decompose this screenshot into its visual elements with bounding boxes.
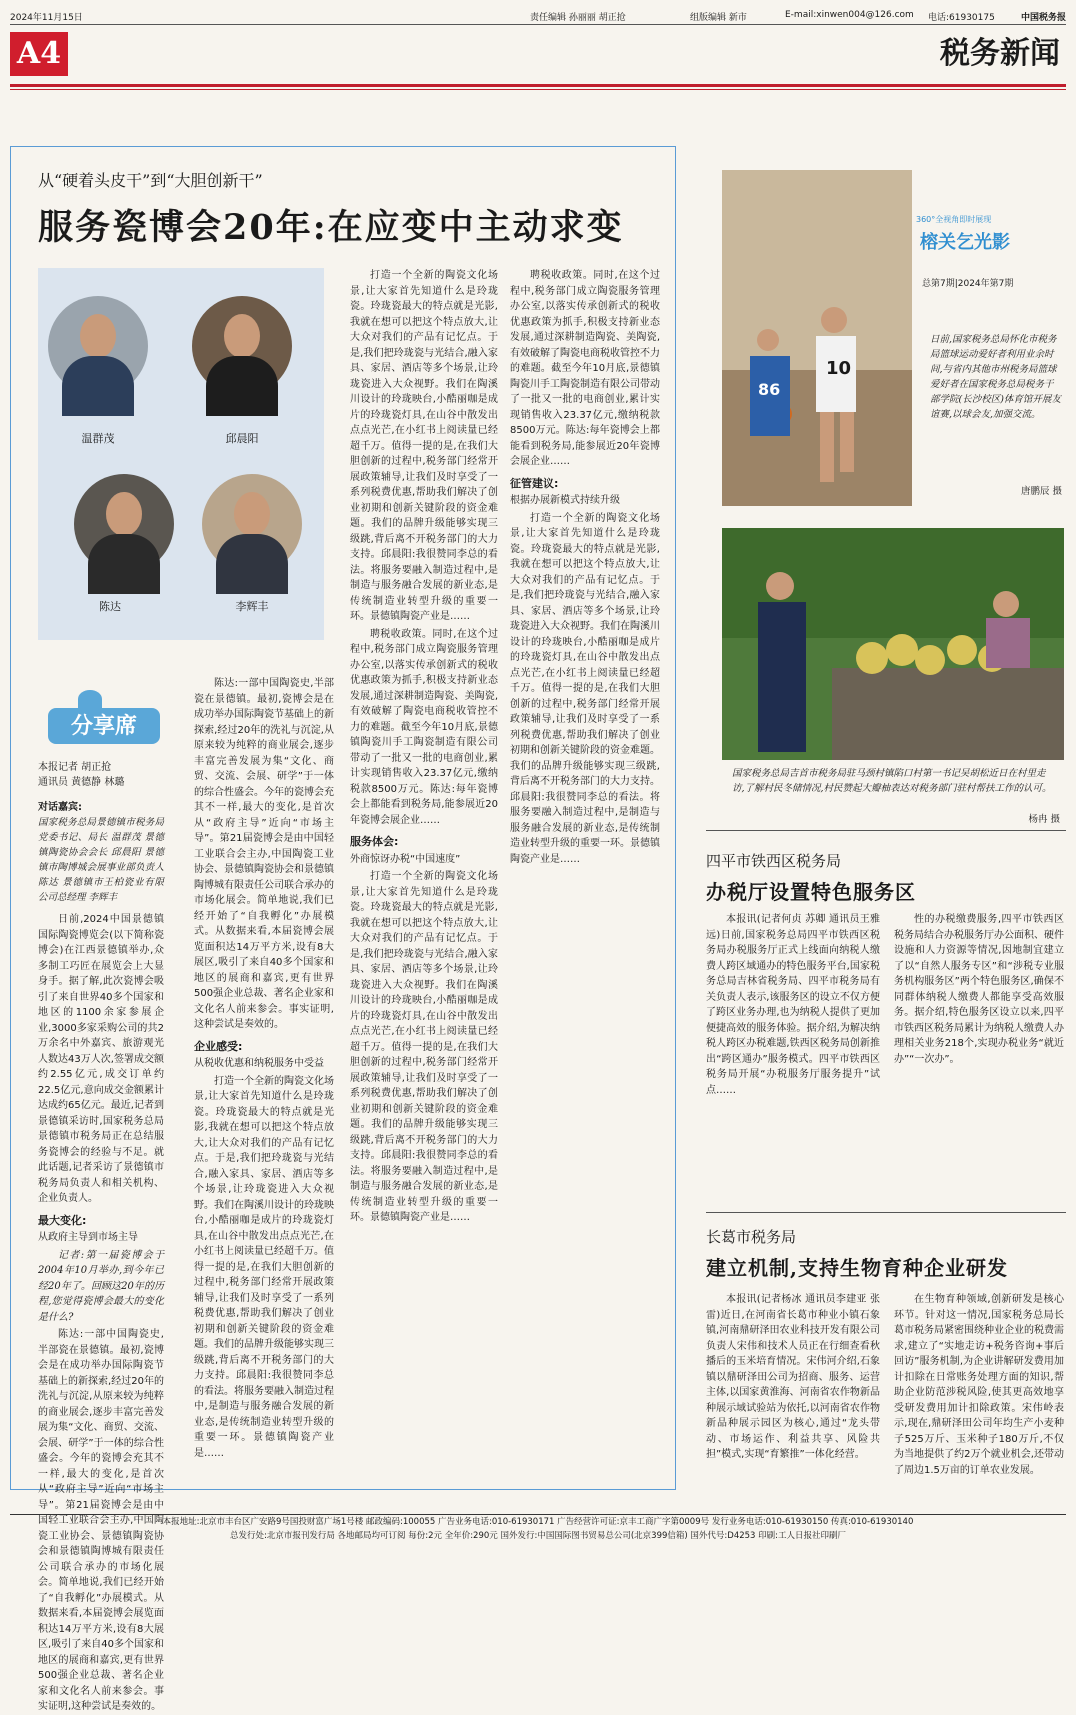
feature-column-3 (350, 268, 498, 1482)
portrait-photo (202, 474, 302, 574)
header-rule (10, 84, 1066, 87)
portrait-name: 邱晨阳 (225, 432, 259, 445)
byline-correspondent: 通讯员 黄德静 林璐 (38, 777, 125, 788)
interviewee-photo-panel (38, 268, 324, 640)
basketball-scene (722, 170, 912, 506)
contact-phone: 电话:61930175 (928, 13, 995, 23)
story-headline: 办税厅设置特色服务区 (706, 880, 916, 904)
story-divider (706, 1212, 1066, 1213)
article-paragraph: 聘税收政策。同时,在这个过程中,税务部门成立陶瓷服务管理办公室,以落实传承创新式的税收优惠政策为抓手,积极支持新业态发展,通过深耕制造陶瓷、美陶瓷,有效破解了陶瓷电商税收管控不力的难题。截至今年10月底,景德镇陶瓷川手工陶瓷制造有限公司带动了一批又一批的电商创业,累计实现销售收入23.37亿元,缴纳税款8500万元。陈达:每年瓷博会上都能看到税务局,能参展近20年瓷博会展企业…… (350, 628, 498, 826)
editor-credit: 责任编辑 孙丽丽 胡正抢 (530, 13, 626, 23)
jersey-number: 86 (758, 380, 781, 399)
photo-caption: 日前,国家税务总局怀化市税务局篮球运动爱好者利用业余时间,与省内其他市州税务局篮球爱好者在国家税务总局税务干部学院(长沙校区)体育馆开展友谊赛,以球会友,加强交流。 (930, 334, 1061, 420)
portrait-name: 李辉丰 (235, 600, 269, 613)
photo-credit: 杨冉 摄 (1028, 814, 1060, 825)
share-column-logo (48, 690, 160, 750)
article-paragraph: 打造一个全新的陶瓷文化场景,让大家首先知道什么是玲珑瓷。玲珑瓷最大的特点就是光影,我就在想可以把这个特点放大,让大众对我们的产品有记忆点。于是,我们把玲珑瓷与光结合,融入家具、家居、酒店等多个场景,让玲珑瓷进入大众视野。我们在陶溪川设计的玲珑映台,小酷丽咖是成片的玲珑瓷灯具,在山谷中散发出点点光芒,在小红书上阅读量已经超千万。值得一提的是,在我们大胆创新的过程中,税务部门经常开展政策辅导,让我们及时享受了一系列税费优惠,帮助我们解决了创业初期和创新关键阶段的资金难题。我们的品牌升级能够实现三级跳,背后离不开税务部门的大力支持。邱晨阳:我很赞同李总的看法。将服务要融入制造过程中,是制造与服务融合发展的新业态,是传统制造业转型升级的重要一环。景德镇陶瓷产业是…… (194, 1075, 334, 1459)
article-paragraph: 本报讯(记者何贞 苏卿 通讯员王雅远)日前,国家税务总局四平市铁西区税务局办税服务厅正式上线面向纳税人缴费人跨区域通办的特色服务平台,国家税务总局吉林省税务局、四平市税务局有关负责人表示,该服务区的设立不仅方便了跨区业务办理,也为纳税人提供了更加便捷高效的服务体验。据介绍,为解决纳税人跨区办税难题,铁西区税务局创新推出“跨区通办”服务模式。四平市铁西区税务局开展“办税服务厅服务提升”试点…… (706, 914, 880, 1096)
article-paragraph: 打造一个全新的陶瓷文化场景,让大家首先知道什么是玲珑瓷。玲珑瓷最大的特点就是光影,我就在想可以把这个特点放大,让大众对我们的产品有记忆点。于是,我们把玲珑瓷与光结合,融入家具、家居、酒店等多个场景,让玲珑瓷进入大众视野。我们在陶溪川设计的玲珑映台,小酷丽咖是成片的玲珑瓷灯具,在山谷中散发出点点光芒,在小红书上阅读量已经超千万。值得一提的是,在我们大胆创新的过程中,税务部门经常开展政策辅导,让我们及时享受了一系列税费优惠,帮助我们解决了创业初期和创新关键阶段的资金难题。我们的品牌升级能够实现三级跳,背后离不开税务部门的大力支持。邱晨阳:我很赞同李总的看法。将服务要融入制造过程中,是制造与服务融合发展的新业态,是传统制造业转型升级的重要一环。景德镇陶瓷产业是…… (350, 270, 498, 622)
village-scene (722, 528, 1064, 760)
jersey-number: 10 (826, 358, 852, 379)
feature-column-4 (510, 268, 660, 1482)
reporter-question: 记者:第一届瓷博会于2004年10月举办,到今年已经20年了。回顾这20年的历程,您觉得瓷博会最大的变化是什么? (38, 1249, 164, 1323)
feature-kicker: 从“硬着头皮干”到“大胆创新干” (38, 171, 263, 190)
page-number-badge: A4 (10, 32, 68, 76)
story-headline: 建立机制,支持生物育种企业研发 (706, 1256, 1008, 1280)
portrait-name: 温群茂 (81, 432, 115, 445)
feature-column-2 (194, 676, 334, 1482)
paper-name: 中国税务报 (1020, 13, 1066, 23)
portrait-photo (48, 296, 148, 396)
section-title: 税务新闻 (940, 36, 1060, 71)
portrait-name: 陈达 (99, 600, 121, 613)
story-column (706, 1292, 880, 1488)
feature-headline: 服务瓷博会20年:在应变中主动求变 (38, 207, 624, 248)
subhead: 征管建议: (510, 476, 559, 490)
portrait-photo (74, 474, 174, 574)
layout-credit: 组版编辑 新市 (690, 13, 747, 23)
story-column (894, 912, 1064, 1202)
footer-line: 总发行处:北京市报刊发行局 各地邮局均可订阅 每份:2元 全年价:290元 国外发行:中国国际图书贸易总公司(北京399信箱) 国外代号:D4253 印刷:工人日报社印刷厂 (229, 1531, 847, 1541)
subhead: 服务体会: (350, 835, 399, 848)
page-footer (10, 1514, 1066, 1547)
article-paragraph: 陈达:一部中国陶瓷史,半部瓷在景德镇。最初,瓷博会是在成功举办国际陶瓷节基础上的新探索,经过20年的洗礼与沉淀,从原来较为纯粹的商业展会,逐步丰富完善发展为集“文化、商贸、交流、会展、研学”于一体的综合性盛会。今年的瓷博会充其不一样,最大的变化,是首次从“政府主导”近向“市场主导”。第21届瓷博会是由中国轻工业联合会主办,中国陶瓷工业协会、景德镇陶瓷协会和景德镇陶博城有限责任公司联合承办的市场化展会。简单地说,我们已经开始了“自我孵化”办展模式。从数据来看,本届瓷博会展览面积达14万平方米,设有8大展区,吸引了来自40多个国家和地区的展商和嘉宾,更有世界500强企业总裁、著名企业家和文化名人前来参会。事实证明,这种尝试是奏效的。 (194, 678, 334, 1030)
village-visit-photo (722, 528, 1064, 760)
header-rule-thin (10, 89, 1066, 90)
article-paragraph: 在生物育种领域,创新研发是核心环节。针对这一情况,国家税务总局长葛市税务局紧密围绕种业企业的税费需求,建立了“实地走访+税务咨询+事后回访”服务机制,为企业讲解研发费用加计扣除在日常账务处理方面的知识,帮助企业防范涉税风险,使其更高效地享受研发费用加计扣除政策。宋伟岭表示,现在,鼎研泽田公司年均生产小麦种子525万斤、玉米种子180万斤,不仅为当地提供了约2万个就业机会,还带动了周边1.5万亩的订单农业发展。 (894, 1294, 1064, 1476)
byline-reporter: 本报记者 胡正抢 (38, 762, 112, 773)
article-paragraph: 性的办税缴费服务,四平市铁西区税务局结合办税服务厅办公面积、硬件设施和人力资源等情况,因地制宜建立了以“自然人服务专区”和“涉税专业服务机构服务区”两个特色服务区,确保不同群体纳税人缴费人都能享受高效服务。据介绍,特色服务区设立以来,四平市铁西区税务局累计为纳税人缴费人办理相关业务218个,实现办税业务“就近办”“一次办”。 (894, 914, 1064, 1065)
subhead: 最大变化: (38, 1213, 87, 1227)
story-kicker: 长葛市税务局 (706, 1228, 797, 1246)
photo-brand-logo: 榕关乞光影 (920, 232, 1010, 253)
article-paragraph: 聘税收政策。同时,在这个过程中,税务部门成立陶瓷服务管理办公室,以落实传承创新式的税收优惠政策为抓手,积极支持新业态发展,通过深耕制造陶瓷、美陶瓷,有效破解了陶瓷电商税收管控不力的难题。截至今年10月底,景德镇陶瓷川手工陶瓷制造有限公司带动了一批又一批的电商创业,累计实现销售收入23.37亿元,缴纳税款8500万元。陈达:每年瓷博会上都能看到税务局,能参展近20年瓷博会展企业…… (510, 270, 660, 467)
photo-caption: 国家税务总局吉首市税务局驻马颈村镇陷口村第一书记吴胡松近日在村里走访,了解村民冬储情况,村民赞起大瓣柚表达对税务部门驻村帮扶工作的认可。 (732, 768, 1052, 794)
story-column (706, 912, 880, 1202)
photo-issue-number: 总第7期|2024年第7期 (922, 279, 1014, 289)
subhead-line: 根据办展新模式持续升级 (510, 495, 620, 506)
guests-list: 国家税务总局景德镇市税务局党委书记、局长 温群茂 景德镇陶瓷协会会长 邱晨阳 景德镇市陶博城会展事业部负责人 陈达 景德镇市王柏瓷业有限公司总经理 李辉丰 (38, 817, 164, 903)
feature-column-1 (38, 912, 164, 1712)
page-header-bar (10, 6, 1066, 25)
subhead-line: 外商惊讶办税“中国速度” (350, 853, 461, 865)
guests-title: 对话嘉宾: (38, 802, 82, 813)
share-column-label: 分享席 (48, 708, 160, 744)
story-divider (706, 830, 1066, 831)
article-paragraph: 陈达:一部中国陶瓷史,半部瓷在景德镇。最初,瓷博会是在成功举办国际陶瓷节基础上的新探索,经过20年的洗礼与沉淀,从原来较为纯粹的商业展会,逐步丰富完善发展为集“文化、商贸、交流、会展、研学”于一体的综合性盛会。今年的瓷博会充其不一样,最大的变化,是首次从“政府主导”近向“市场主导”。第21届瓷博会是由中国轻工业联合会主办,中国陶瓷工业协会、景德镇陶瓷协会和景德镇陶博城有限责任公司联合承办的市场化展会。简单地说,我们已经开始了“自我孵化”办展模式。从数据来看,本届瓷博会展览面积达14万平方米,设有8大展区,吸引了来自40多个国家和地区的展商和嘉宾,更有世界500强企业总裁、著名企业家和文化名人前来参会。事实证明,这种尝试是奏效的。 (38, 1329, 164, 1712)
article-paragraph: 打造一个全新的陶瓷文化场景,让大家首先知道什么是玲珑瓷。玲珑瓷最大的特点就是光影,我就在想可以把这个特点放大,让大众对我们的产品有记忆点。于是,我们把玲珑瓷与光结合,融入家具、家居、酒店等多个场景,让玲珑瓷进入大众视野。我们在陶溪川设计的玲珑映台,小酷丽咖是成片的玲珑瓷灯具,在山谷中散发出点点光芒,在小红书上阅读量已经超千万。值得一提的是,在我们大胆创新的过程中,税务部门经常开展政策辅导,让我们及时享受了一系列税费优惠,帮助我们解决了创业初期和创新关键阶段的资金难题。我们的品牌升级能够实现三级跳,背后离不开税务部门的大力支持。邱晨阳:我很赞同李总的看法。将服务要融入制造过程中,是制造与服务融合发展的新业态,是传统制造业转型升级的重要一环。景德镇陶瓷产业是…… (350, 871, 498, 1223)
issue-date: 2024年11月15日 (10, 13, 83, 23)
portrait-photo (192, 296, 292, 396)
subhead-line: 从税收优惠和纳税服务中受益 (194, 1058, 324, 1069)
article-paragraph: 本报讯(记者杨冰 通讯员李建亚 张雷)近日,在河南省长葛市种业小镇石象镇,河南鼎研泽田农业科技开发有限公司负责人宋伟和技术人员正在行细查看秋播后的玉米培育情况。宋伟河介绍,石象镇以鼎研泽田公司为招商、服务、运营主体,以国家黄淮海、河南省农作物新品种展示域试验站为依托,以河南省农作物新品种展示园区为核心,通过“龙头带动、市场运作、利益共享、风险共担”模式,实现“育繁推”一体化经营。 (706, 1294, 880, 1460)
subhead: 企业感受: (194, 1039, 243, 1053)
basketball-photo (722, 170, 912, 506)
photo-brand-tag: 360°全视角即时展现 (916, 215, 992, 224)
story-kicker: 四平市铁西区税务局 (706, 852, 842, 870)
feature-byline (38, 760, 164, 920)
article-paragraph: 打造一个全新的陶瓷文化场景,让大家首先知道什么是玲珑瓷。玲珑瓷最大的特点就是光影,我就在想可以把这个特点放大,让大众对我们的产品有记忆点。于是,我们把玲珑瓷与光结合,融入家具、家居、酒店等多个场景,让玲珑瓷进入大众视野。我们在陶溪川设计的玲珑映台,小酷丽咖是成片的玲珑瓷灯具,在山谷中散发出点点光芒,在小红书上阅读量已经超千万。值得一提的是,在我们大胆创新的过程中,税务部门经常开展政策辅导,让我们及时享受了一系列税费优惠,帮助我们解决了创业初期和创新关键阶段的资金难题。我们的品牌升级能够实现三级跳,背后离不开税务部门的大力支持。邱晨阳:我很赞同李总的看法。将服务要融入制造过程中,是制造与服务融合发展的新业态,是传统制造业转型升级的重要一环。景德镇陶瓷产业是…… (510, 512, 660, 865)
article-paragraph: 日前,2024中国景德镇国际陶瓷博览会(以下简称瓷博会)在江西景德镇举办,众多制工巧匠在展览会上大显身手。据了解,此次瓷博会吸引了来自世界40多个国家和地区的1100余家参展企业,3000多家采购公司的共2万余名中外嘉宾、旅游观光人数达43万人次,签署成交额约2.55亿元,成交订单约22.5亿元,意向成交金额累计达成约65亿元。最近,记者到景德镇采访时,国家税务总局景德镇市税务局正在总结服务瓷博会的经验与不足。就此话题,记者采访了景德镇市税务局负责人和相关机构、企业负责人。 (38, 914, 164, 1204)
footer-line: 本报地址:北京市丰台区广安路9号国投财富广场1号楼 邮政编码:100055 广告业务电话:010-61930171 广告经营许可证:京丰工商广字第0009号 发行业务电话:010-61930150 传真:010-61930140 (162, 1517, 914, 1527)
contact-email: E-mail:xinwen004@126.com (785, 10, 914, 20)
subhead-line: 从政府主导到市场主导 (38, 1232, 138, 1243)
microphone-icon (78, 690, 102, 708)
photo-credit: 唐鹏辰 摄 (1020, 486, 1062, 497)
story-column (894, 1292, 1064, 1488)
